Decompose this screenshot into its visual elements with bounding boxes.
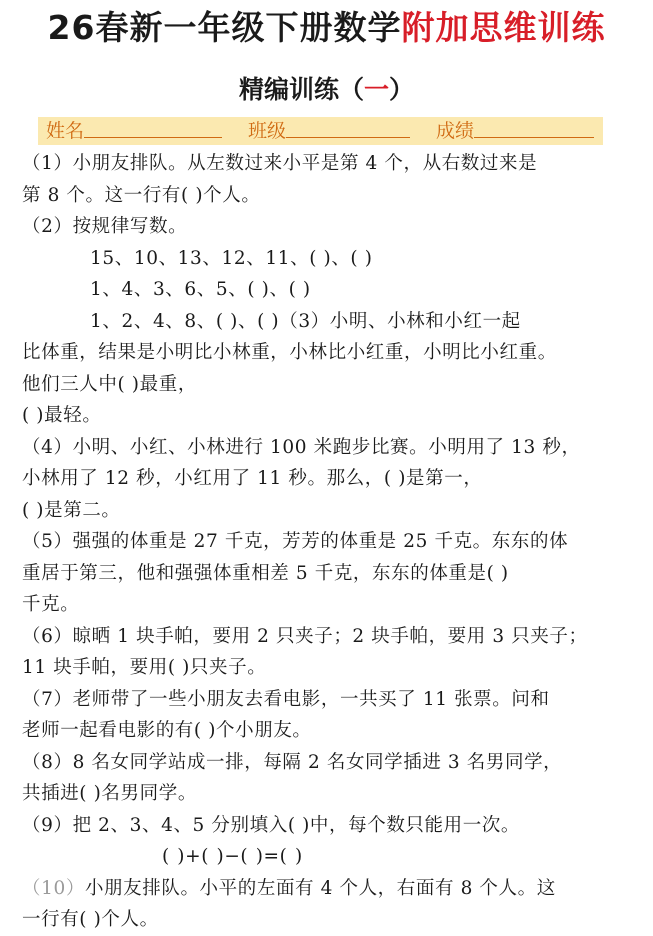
section-subtitle <box>0 74 653 106</box>
q9-equation: ( )+( )−( )=( ) <box>162 846 303 867</box>
q8-line-2: 共插进( )名男同学。 <box>22 783 197 804</box>
q4-line-3: ( )是第二。 <box>22 499 121 521</box>
q3-line-2: 比体重，结果是小明比小林重，小林比小红重，小明比小红重。 <box>22 342 557 363</box>
q4-line-1: （4）小明、小红、小林进行 100 米跑步比赛。小明用了 13 秒， <box>22 436 581 458</box>
q2-title: （2）按规律写数。 <box>22 216 188 237</box>
page-title <box>0 8 653 48</box>
q8-line-1: （8）8 名女同学站成一排，每隔 2 名女同学插进 3 名男同学， <box>22 751 563 773</box>
title-main: 26春新一年级下册数学 <box>47 8 402 47</box>
name-label: 姓名 <box>46 120 85 142</box>
q3-line-3: 他们三人中( )最重， <box>22 373 197 395</box>
q7-line-2: 老师一起看电影的有( )个小朋友。 <box>22 720 312 741</box>
score-blank[interactable] <box>474 117 594 138</box>
q5-line-1: （5）强强的体重是 27 千克，芳芳的体重是 25 千克。东东的体 <box>22 531 569 552</box>
score-label: 成绩 <box>436 120 475 142</box>
q10-text: 小朋友排队。小平的左面有 4 个人，右面有 8 个人。这 <box>84 877 556 899</box>
score-field <box>436 117 594 145</box>
q10-number: （10） <box>22 877 85 899</box>
q9-line-1: （9）把 2、3、4、5 分别填入( )中，每个数只能用一次。 <box>22 814 521 836</box>
name-field <box>46 117 222 145</box>
q10-line-2: 一行有( )个人。 <box>22 909 159 930</box>
subtitle-number: 一 <box>363 75 389 104</box>
subtitle-suffix: ） <box>389 75 415 104</box>
q1-line-1: （1）小朋友排队。从左数过来小平是第 4 个，从右数过来是 <box>22 153 538 174</box>
q5-line-2: 重居于第三，他和强强体重相差 5 千克，东东的体重是( ) <box>22 562 509 584</box>
q6-line-1: （6）晾晒 1 块手帕，要用 2 只夹子；2 块手帕，要用 3 只夹子； <box>22 625 588 647</box>
subtitle-prefix: 精编训练（ <box>238 75 364 104</box>
q5-line-3: 千克。 <box>22 594 80 615</box>
class-field <box>248 117 410 145</box>
q1-line-2: 第 8 个。这一行有( )个人。 <box>22 184 261 206</box>
class-blank[interactable] <box>286 117 410 138</box>
q4-line-2: 小林用了 12 秒，小红用了 11 秒。那么，( )是第一， <box>22 468 483 489</box>
question-list <box>22 148 634 936</box>
q10-line-1 <box>22 873 634 905</box>
class-label: 班级 <box>248 120 287 142</box>
q3-line-4: ( )最轻。 <box>22 405 102 426</box>
name-blank[interactable] <box>84 117 222 138</box>
q2-sequence-1: 15、10、13、12、11、( )、( ) <box>90 247 373 269</box>
student-info-bar <box>38 117 603 145</box>
q2-sequence-3: 1、2、4、8、( )、( )（3）小明、小林和小红一起 <box>90 310 521 332</box>
q7-line-1: （7）老师带了一些小朋友去看电影，一共买了 11 张票。问和 <box>22 688 550 710</box>
q2-sequence-2: 1、4、3、6、5、( )、( ) <box>90 279 311 300</box>
q6-line-2: 11 块手帕，要用( )只夹子。 <box>22 657 267 678</box>
title-accent: 附加思维训练 <box>401 8 606 47</box>
